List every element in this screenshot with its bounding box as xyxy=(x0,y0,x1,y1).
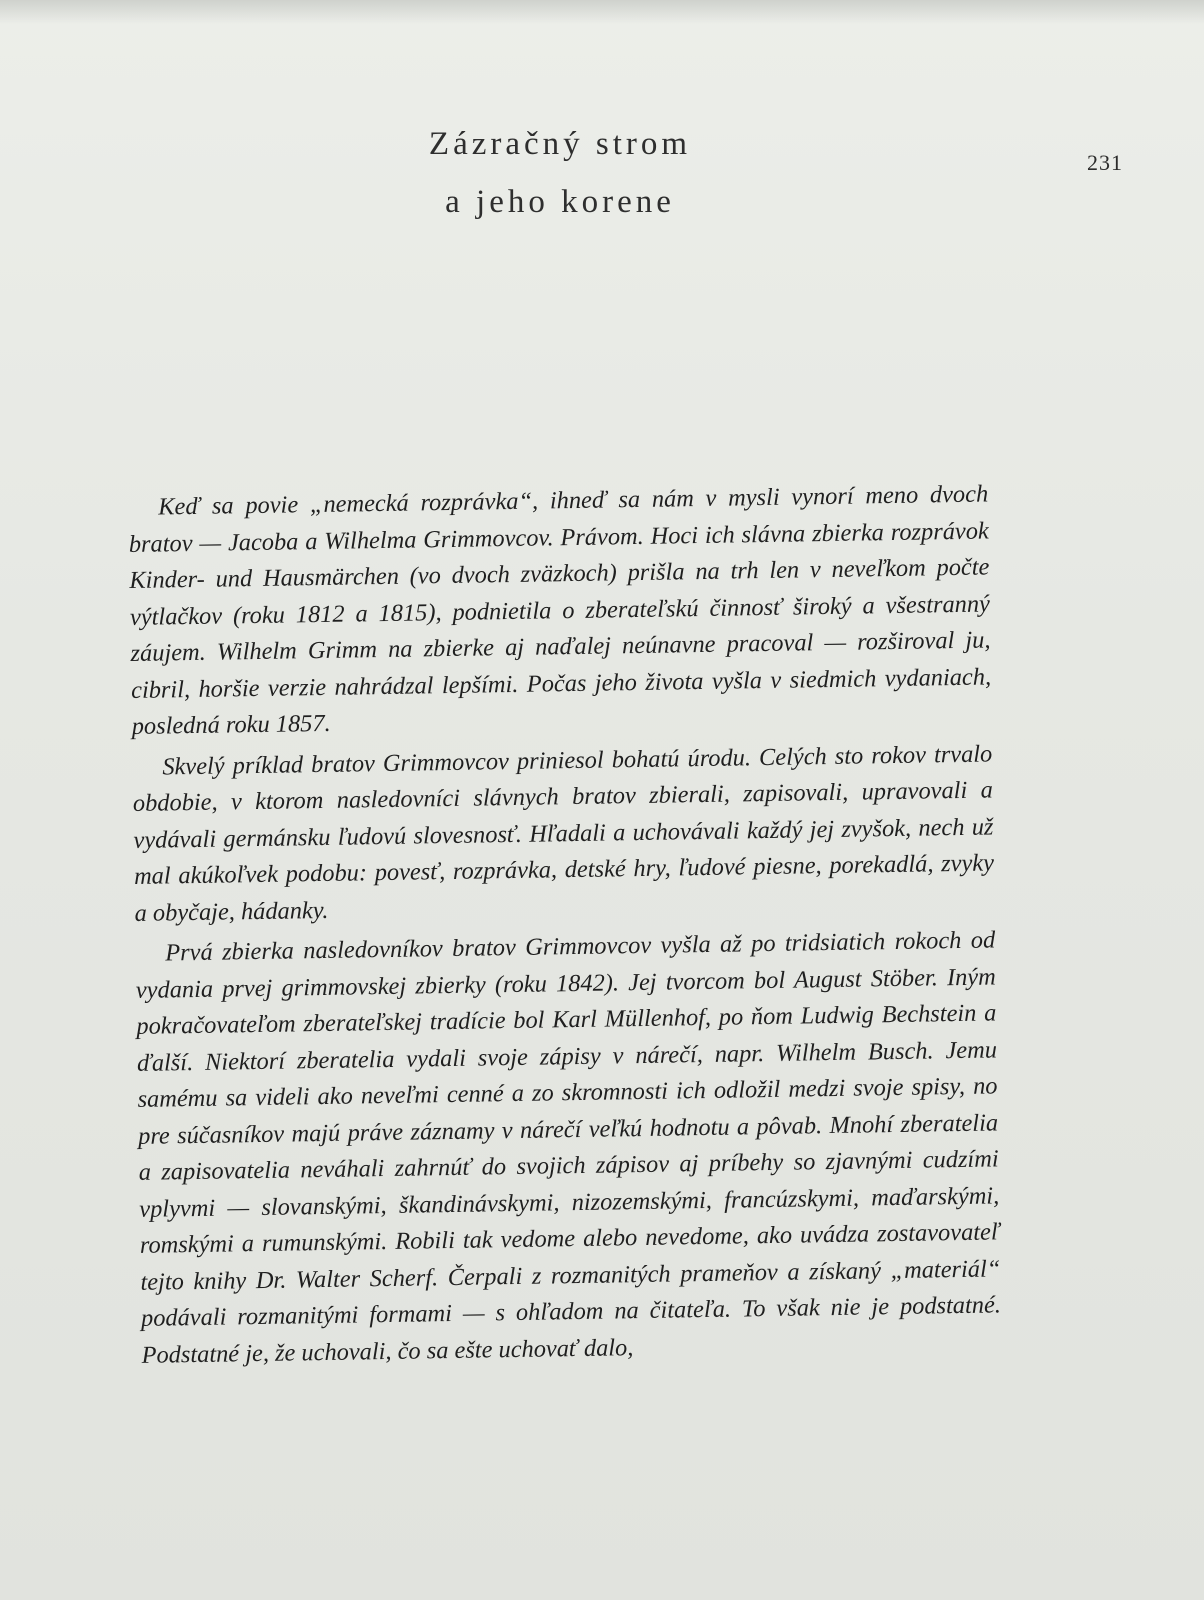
body-text xyxy=(128,476,1002,1377)
page-number: 231 xyxy=(1087,150,1123,175)
chapter-title-line-1: Zázračný strom xyxy=(428,126,692,162)
chapter-title-line-2: a jeho korene xyxy=(445,184,675,220)
chapter-title xyxy=(300,115,820,231)
paragraph-3: Prvá zbierka nasledovníkov bratov Grimmovcov vyšla až po tridsiatich rokoch od vydania prvej grimmovskej zbierky (roku 1842). Jej tvorcom bol August Stöber. Iným pokračovateľom zberateľskej tradície bol Karl Müllenhof, po ňom Ludwig Bechstein a ďalší. Niektorí zberatelia vydali svoje zápisy v nárečí, napr. Wilhelm Busch. Jemu samému sa videli ako neveľmi cenné a zo skromnosti ich odložil medzi svoje spisy, no pre súčasníkov majú práve záznamy v nárečí veľkú hodnotu a pôvab. Mnohí zberatelia a zapisovatelia neváhali zahrnúť do svojich zápisov aj príbehy so zjavnými cudzími vplyvmi — slovanskými, škandinávskymi, nizozemskými, francúzskymi, maďarskými, romskými a rumunskými. Robili tak vedome alebo nevedome, ako uvádza zostavovateľ tejto knihy Dr. Walter Scherf. Čerpali z rozmanitých prameňov a získaný „materiál“ podávali rozmanitými formami — s ohľadom na čitateľa. To však nie je podstatné. Podstatné je, že uchovali, čo sa ešte uchovať dalo, xyxy=(135,926,1002,1369)
page-edge-shadow xyxy=(0,0,1204,24)
paragraph-1: Keď sa povie „nemecká rozprávka“, ihneď sa nám v mysli vynorí meno dvoch bratov — Jacoba a Wilhelma Grimmovcov. Právom. Hoci ich slávna zbierka rozprávok Kinder- und Hausmärchen (vo dvoch zväzkoch) prišla na trh len v neveľkom počte výtlačkov (roku 1812 a 1815), podnietila o zberateľskú činnosť široký a všestranný záujem. Wilhelm Grimm na zbierke aj naďalej neúnavne pracoval — rozširoval ju, cibril, horšie verzie nahrádzal lepšími. Počas jeho života vyšla v siedmich vydaniach, posledná roku 1857. xyxy=(128,480,992,740)
paragraph-2: Skvelý príklad bratov Grimmovcov priniesol bohatú úrodu. Celých sto rokov trvalo obdobie, v ktorom nasledovníci slávnych bratov zbierali, zapisovali, upravovali a vydávali germánsku ľudovú slovesnosť. Hľadali a uchovávali každý jej zvyšok, nech už mal akúkoľvek podobu: povesť, rozprávka, detské hry, ľudové piesne, porekadlá, zvyky a obyčaje, hádanky. xyxy=(132,739,995,927)
